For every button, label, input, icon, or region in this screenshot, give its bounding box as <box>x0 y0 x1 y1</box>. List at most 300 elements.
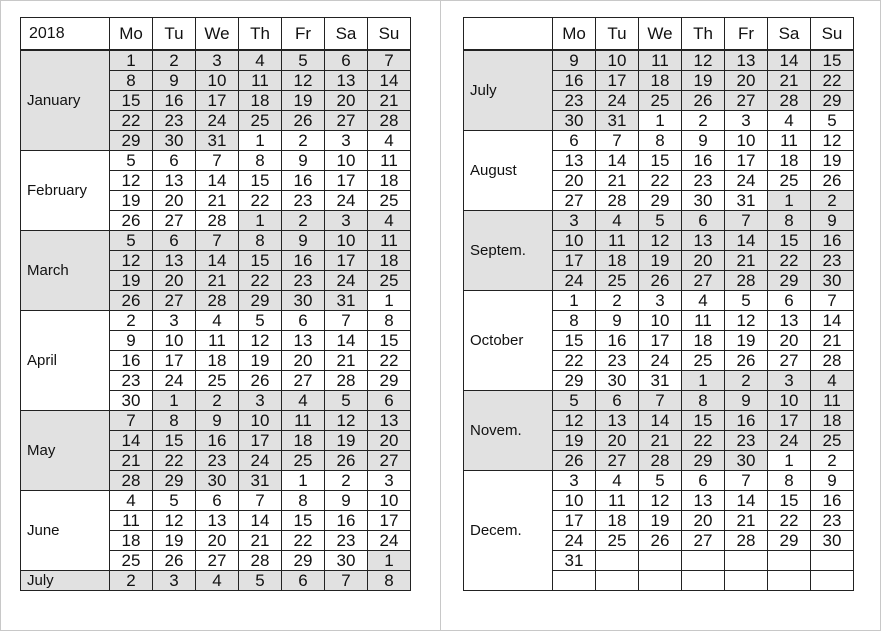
day-cell: 17 <box>639 331 682 351</box>
day-cell: 11 <box>768 131 811 151</box>
day-cell: 21 <box>725 511 768 531</box>
day-cell: 12 <box>110 251 153 271</box>
week-row <box>464 50 854 71</box>
day-cell: 20 <box>196 531 239 551</box>
day-cell: 9 <box>596 311 639 331</box>
year-label: 2018 <box>21 18 110 51</box>
day-cell: 16 <box>196 431 239 451</box>
day-cell: 8 <box>368 311 411 331</box>
day-cell: 3 <box>239 391 282 411</box>
day-cell: 20 <box>368 431 411 451</box>
week-row <box>464 291 854 311</box>
weekday-header: Mo <box>553 18 596 51</box>
day-cell: 11 <box>239 71 282 91</box>
day-cell: 29 <box>768 271 811 291</box>
day-cell: 8 <box>768 471 811 491</box>
day-cell <box>553 571 596 591</box>
day-cell: 17 <box>768 411 811 431</box>
day-cell: 7 <box>725 211 768 231</box>
day-cell: 4 <box>368 131 411 151</box>
day-cell: 12 <box>282 71 325 91</box>
day-cell: 20 <box>153 271 196 291</box>
day-cell: 17 <box>325 251 368 271</box>
day-cell: 25 <box>368 271 411 291</box>
day-cell: 10 <box>196 71 239 91</box>
day-cell: 5 <box>553 391 596 411</box>
weekday-header: Tu <box>596 18 639 51</box>
day-cell: 18 <box>682 331 725 351</box>
day-cell: 24 <box>596 91 639 111</box>
day-cell: 10 <box>153 331 196 351</box>
day-cell: 29 <box>153 471 196 491</box>
day-cell: 17 <box>553 511 596 531</box>
weekday-header: Su <box>368 18 411 51</box>
day-cell: 11 <box>596 231 639 251</box>
day-cell: 14 <box>725 491 768 511</box>
day-cell: 28 <box>725 531 768 551</box>
day-cell: 6 <box>325 50 368 71</box>
day-cell: 26 <box>282 111 325 131</box>
day-cell: 22 <box>553 351 596 371</box>
day-cell: 15 <box>811 50 854 71</box>
day-cell: 18 <box>368 251 411 271</box>
day-cell: 22 <box>239 271 282 291</box>
day-cell: 22 <box>682 431 725 451</box>
day-cell: 21 <box>811 331 854 351</box>
day-cell: 19 <box>811 151 854 171</box>
day-cell: 20 <box>596 431 639 451</box>
day-cell: 18 <box>768 151 811 171</box>
day-cell: 18 <box>811 411 854 431</box>
day-cell: 28 <box>239 551 282 571</box>
day-cell: 5 <box>153 491 196 511</box>
day-cell: 28 <box>325 371 368 391</box>
day-cell: 22 <box>153 451 196 471</box>
day-cell: 5 <box>639 471 682 491</box>
month-label: February <box>21 151 110 231</box>
day-cell: 6 <box>196 491 239 511</box>
day-cell: 12 <box>682 50 725 71</box>
day-cell: 27 <box>325 111 368 131</box>
day-cell: 25 <box>110 551 153 571</box>
day-cell: 20 <box>682 251 725 271</box>
day-cell: 7 <box>325 571 368 591</box>
calendar-left <box>20 17 411 591</box>
day-cell: 31 <box>196 131 239 151</box>
day-cell: 13 <box>553 151 596 171</box>
day-cell: 20 <box>768 331 811 351</box>
day-cell: 21 <box>596 171 639 191</box>
day-cell: 8 <box>368 571 411 591</box>
day-cell: 25 <box>596 531 639 551</box>
day-cell: 14 <box>239 511 282 531</box>
day-cell: 3 <box>153 311 196 331</box>
day-cell: 14 <box>325 331 368 351</box>
day-cell: 29 <box>811 91 854 111</box>
day-cell: 1 <box>153 391 196 411</box>
day-cell: 23 <box>553 91 596 111</box>
day-cell: 1 <box>639 111 682 131</box>
day-cell: 3 <box>368 471 411 491</box>
day-cell: 5 <box>639 211 682 231</box>
day-cell: 13 <box>682 231 725 251</box>
day-cell: 10 <box>553 491 596 511</box>
day-cell: 24 <box>153 371 196 391</box>
day-cell: 28 <box>811 351 854 371</box>
day-cell: 22 <box>368 351 411 371</box>
day-cell: 2 <box>110 311 153 331</box>
day-cell: 13 <box>196 511 239 531</box>
day-cell: 23 <box>725 431 768 451</box>
day-cell: 21 <box>196 191 239 211</box>
day-cell: 16 <box>553 71 596 91</box>
day-cell: 20 <box>325 91 368 111</box>
day-cell: 7 <box>639 391 682 411</box>
day-cell: 18 <box>596 511 639 531</box>
day-cell: 27 <box>153 211 196 231</box>
day-cell: 2 <box>110 571 153 591</box>
day-cell: 25 <box>811 431 854 451</box>
week-row <box>21 571 411 591</box>
day-cell: 17 <box>725 151 768 171</box>
weekday-header-row <box>21 18 411 51</box>
weekday-header: Sa <box>768 18 811 51</box>
weekday-header: Fr <box>282 18 325 51</box>
day-cell: 23 <box>596 351 639 371</box>
day-cell: 13 <box>596 411 639 431</box>
day-cell: 8 <box>239 151 282 171</box>
month-label: January <box>21 50 110 151</box>
day-cell: 19 <box>325 431 368 451</box>
day-cell: 12 <box>639 231 682 251</box>
day-cell: 25 <box>596 271 639 291</box>
day-cell: 6 <box>596 391 639 411</box>
month-label: October <box>464 291 553 391</box>
day-cell: 23 <box>325 531 368 551</box>
day-cell: 22 <box>110 111 153 131</box>
day-cell: 2 <box>325 471 368 491</box>
day-cell: 27 <box>553 191 596 211</box>
day-cell: 6 <box>682 471 725 491</box>
day-cell: 1 <box>239 211 282 231</box>
day-cell <box>596 551 639 571</box>
day-cell: 18 <box>639 71 682 91</box>
day-cell: 21 <box>196 271 239 291</box>
day-cell: 19 <box>725 331 768 351</box>
day-cell: 26 <box>639 531 682 551</box>
day-cell: 19 <box>110 191 153 211</box>
day-cell: 28 <box>596 191 639 211</box>
day-cell: 19 <box>553 431 596 451</box>
day-cell: 26 <box>325 451 368 471</box>
day-cell: 27 <box>682 531 725 551</box>
day-cell: 22 <box>282 531 325 551</box>
day-cell: 24 <box>639 351 682 371</box>
day-cell: 5 <box>110 231 153 251</box>
day-cell: 16 <box>811 491 854 511</box>
day-cell: 24 <box>553 531 596 551</box>
day-cell: 15 <box>368 331 411 351</box>
day-cell: 8 <box>282 491 325 511</box>
day-cell: 4 <box>682 291 725 311</box>
day-cell <box>639 551 682 571</box>
day-cell: 13 <box>368 411 411 431</box>
day-cell <box>682 551 725 571</box>
day-cell: 28 <box>368 111 411 131</box>
day-cell: 6 <box>682 211 725 231</box>
day-cell: 4 <box>110 491 153 511</box>
day-cell: 15 <box>682 411 725 431</box>
day-cell: 30 <box>110 391 153 411</box>
day-cell: 16 <box>282 171 325 191</box>
day-cell: 20 <box>553 171 596 191</box>
day-cell: 27 <box>768 351 811 371</box>
day-cell: 10 <box>768 391 811 411</box>
day-cell: 22 <box>768 511 811 531</box>
day-cell: 21 <box>768 71 811 91</box>
day-cell: 27 <box>725 91 768 111</box>
day-cell: 26 <box>110 211 153 231</box>
day-cell: 14 <box>811 311 854 331</box>
day-cell: 25 <box>196 371 239 391</box>
day-cell: 23 <box>282 191 325 211</box>
day-cell: 9 <box>282 231 325 251</box>
day-cell: 16 <box>153 91 196 111</box>
day-cell: 21 <box>239 531 282 551</box>
day-cell: 29 <box>682 451 725 471</box>
day-cell: 6 <box>153 231 196 251</box>
day-cell: 25 <box>682 351 725 371</box>
day-cell: 2 <box>725 371 768 391</box>
day-cell: 3 <box>196 50 239 71</box>
day-cell: 16 <box>725 411 768 431</box>
day-cell: 30 <box>596 371 639 391</box>
day-cell: 4 <box>196 571 239 591</box>
day-cell: 1 <box>682 371 725 391</box>
day-cell: 24 <box>725 171 768 191</box>
day-cell: 6 <box>368 391 411 411</box>
day-cell: 21 <box>110 451 153 471</box>
day-cell: 22 <box>811 71 854 91</box>
day-cell: 17 <box>153 351 196 371</box>
day-cell: 8 <box>553 311 596 331</box>
day-cell <box>639 571 682 591</box>
day-cell: 18 <box>368 171 411 191</box>
day-cell: 23 <box>110 371 153 391</box>
day-cell: 15 <box>768 231 811 251</box>
day-cell: 26 <box>682 91 725 111</box>
day-cell: 1 <box>239 131 282 151</box>
day-cell: 30 <box>196 471 239 491</box>
day-cell: 3 <box>325 131 368 151</box>
day-cell: 30 <box>811 531 854 551</box>
day-cell: 11 <box>811 391 854 411</box>
day-cell: 14 <box>639 411 682 431</box>
day-cell: 2 <box>682 111 725 131</box>
day-cell <box>768 571 811 591</box>
day-cell: 27 <box>282 371 325 391</box>
day-cell: 31 <box>325 291 368 311</box>
day-cell: 17 <box>325 171 368 191</box>
day-cell: 15 <box>553 331 596 351</box>
day-cell: 1 <box>553 291 596 311</box>
day-cell: 30 <box>553 111 596 131</box>
day-cell: 11 <box>368 151 411 171</box>
day-cell: 17 <box>239 431 282 451</box>
day-cell: 9 <box>725 391 768 411</box>
day-cell: 1 <box>768 451 811 471</box>
day-cell: 24 <box>368 531 411 551</box>
weekday-header: We <box>639 18 682 51</box>
day-cell: 8 <box>153 411 196 431</box>
day-cell: 6 <box>282 311 325 331</box>
day-cell: 26 <box>239 371 282 391</box>
day-cell: 5 <box>325 391 368 411</box>
day-cell: 7 <box>239 491 282 511</box>
day-cell: 7 <box>196 231 239 251</box>
day-cell: 14 <box>725 231 768 251</box>
day-cell: 30 <box>682 191 725 211</box>
day-cell: 14 <box>368 71 411 91</box>
day-cell: 1 <box>282 471 325 491</box>
day-cell: 17 <box>596 71 639 91</box>
day-cell: 24 <box>553 271 596 291</box>
day-cell: 13 <box>153 251 196 271</box>
day-cell: 27 <box>596 451 639 471</box>
weekday-header: Su <box>811 18 854 51</box>
day-cell: 10 <box>325 151 368 171</box>
day-cell: 4 <box>368 211 411 231</box>
day-cell: 26 <box>725 351 768 371</box>
day-cell: 2 <box>596 291 639 311</box>
week-row <box>21 151 411 171</box>
day-cell: 9 <box>325 491 368 511</box>
day-cell: 22 <box>639 171 682 191</box>
week-row <box>21 231 411 251</box>
day-cell: 25 <box>368 191 411 211</box>
day-cell: 14 <box>596 151 639 171</box>
day-cell: 11 <box>682 311 725 331</box>
week-row <box>464 391 854 411</box>
day-cell: 2 <box>282 131 325 151</box>
weekday-header: Sa <box>325 18 368 51</box>
day-cell: 9 <box>110 331 153 351</box>
day-cell: 3 <box>768 371 811 391</box>
day-cell: 28 <box>110 471 153 491</box>
day-cell: 5 <box>282 50 325 71</box>
month-label: April <box>21 311 110 411</box>
day-cell: 19 <box>682 71 725 91</box>
day-cell: 24 <box>325 271 368 291</box>
day-cell: 13 <box>682 491 725 511</box>
day-cell: 27 <box>368 451 411 471</box>
day-cell: 6 <box>768 291 811 311</box>
day-cell: 24 <box>239 451 282 471</box>
day-cell: 3 <box>325 211 368 231</box>
day-cell: 4 <box>596 211 639 231</box>
day-cell: 5 <box>239 311 282 331</box>
day-cell: 10 <box>725 131 768 151</box>
day-cell: 6 <box>553 131 596 151</box>
day-cell: 7 <box>725 471 768 491</box>
day-cell: 3 <box>553 471 596 491</box>
day-cell: 9 <box>811 471 854 491</box>
week-row <box>21 491 411 511</box>
day-cell: 4 <box>596 471 639 491</box>
day-cell: 9 <box>811 211 854 231</box>
day-cell: 1 <box>110 50 153 71</box>
day-cell: 12 <box>639 491 682 511</box>
day-cell: 15 <box>639 151 682 171</box>
day-cell: 28 <box>768 91 811 111</box>
month-label: May <box>21 411 110 491</box>
weekday-header: Mo <box>110 18 153 51</box>
day-cell: 10 <box>553 231 596 251</box>
day-cell: 19 <box>282 91 325 111</box>
day-cell: 17 <box>196 91 239 111</box>
day-cell: 26 <box>553 451 596 471</box>
week-row <box>464 131 854 151</box>
day-cell: 16 <box>110 351 153 371</box>
day-cell: 12 <box>811 131 854 151</box>
day-cell: 13 <box>153 171 196 191</box>
day-cell: 30 <box>325 551 368 571</box>
day-cell: 18 <box>196 351 239 371</box>
day-cell: 5 <box>110 151 153 171</box>
day-cell: 12 <box>153 511 196 531</box>
day-cell <box>811 551 854 571</box>
day-cell: 19 <box>639 511 682 531</box>
weekday-header: Th <box>682 18 725 51</box>
day-cell: 4 <box>768 111 811 131</box>
month-label: Decem. <box>464 471 553 591</box>
day-cell <box>725 571 768 591</box>
day-cell: 15 <box>768 491 811 511</box>
day-cell <box>725 551 768 571</box>
day-cell: 3 <box>725 111 768 131</box>
day-cell: 7 <box>110 411 153 431</box>
day-cell: 29 <box>282 551 325 571</box>
day-cell: 9 <box>153 71 196 91</box>
weekday-header: Tu <box>153 18 196 51</box>
corner-cell <box>464 18 553 51</box>
day-cell: 4 <box>239 50 282 71</box>
day-cell: 23 <box>153 111 196 131</box>
day-cell <box>682 571 725 591</box>
day-cell: 31 <box>725 191 768 211</box>
day-cell: 30 <box>282 291 325 311</box>
day-cell: 26 <box>639 271 682 291</box>
day-cell: 2 <box>153 50 196 71</box>
calendar-right <box>463 17 854 591</box>
day-cell: 30 <box>811 271 854 291</box>
day-cell: 29 <box>553 371 596 391</box>
day-cell: 9 <box>282 151 325 171</box>
day-cell: 24 <box>768 431 811 451</box>
day-cell: 28 <box>196 211 239 231</box>
month-label: Septem. <box>464 211 553 291</box>
day-cell: 17 <box>368 511 411 531</box>
day-cell: 16 <box>682 151 725 171</box>
week-row <box>464 471 854 491</box>
day-cell: 10 <box>325 231 368 251</box>
day-cell: 1 <box>368 551 411 571</box>
day-cell: 21 <box>368 91 411 111</box>
day-cell: 12 <box>725 311 768 331</box>
day-cell: 11 <box>282 411 325 431</box>
day-cell: 25 <box>239 111 282 131</box>
day-cell: 11 <box>110 511 153 531</box>
